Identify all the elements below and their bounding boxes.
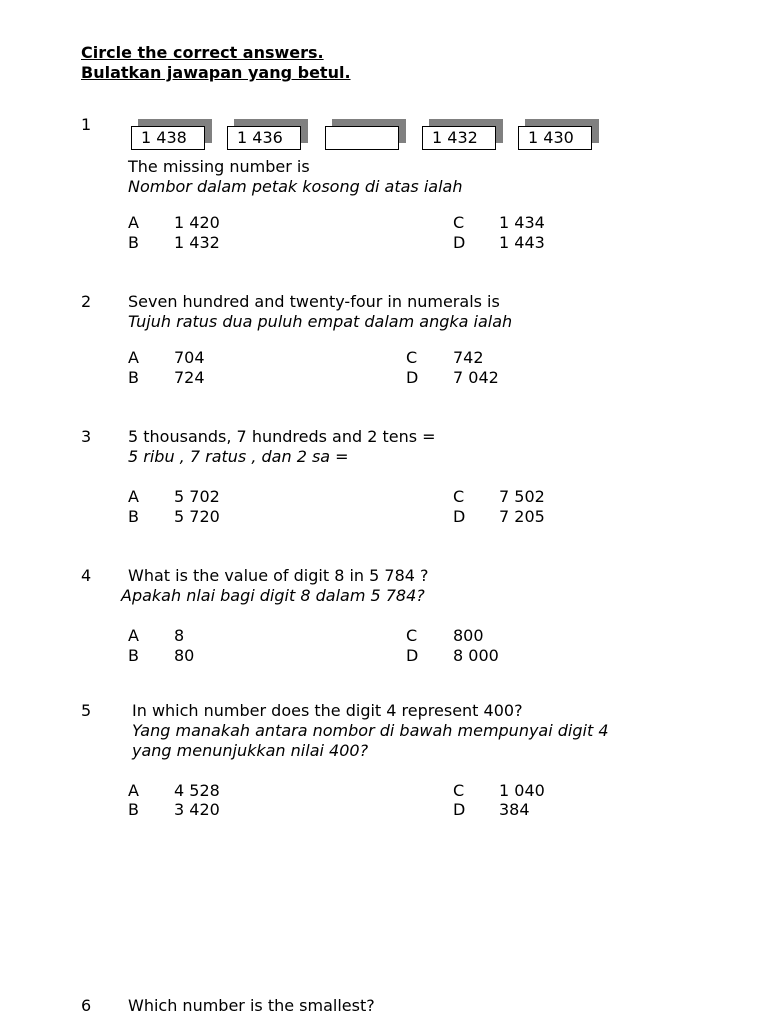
option-d[interactable]: 1 443	[499, 233, 545, 252]
number-box: 1 436	[227, 126, 301, 150]
option-b[interactable]: 80	[174, 646, 195, 665]
option-b[interactable]: 5 720	[174, 507, 220, 526]
question-text-malay: Nombor dalam petak kosong di atas ialah	[128, 177, 463, 196]
option-letter: C	[406, 626, 418, 645]
option-letter: B	[128, 368, 139, 387]
question-text: 5 thousands, 7 hundreds and 2 tens =	[128, 427, 436, 446]
instruction-english: Circle the correct answers.	[81, 43, 324, 62]
number-box: 1 430	[518, 126, 592, 150]
question-number: 3	[81, 427, 92, 446]
option-letter: D	[406, 646, 419, 665]
missing-number-box	[325, 126, 399, 150]
question-text-malay-line2: yang menunjukkan nilai 400?	[132, 741, 369, 760]
option-letter: A	[128, 487, 139, 506]
question-text: Seven hundred and twenty-four in numerals is	[128, 292, 500, 311]
option-letter: D	[406, 368, 419, 387]
question-text-malay: Tujuh ratus dua puluh empat dalam angka ialah	[128, 312, 513, 331]
option-d[interactable]: 7 042	[453, 368, 499, 387]
option-c[interactable]: 1 434	[499, 213, 545, 232]
option-letter: A	[128, 213, 139, 232]
option-d[interactable]: 384	[499, 800, 530, 819]
option-letter: D	[453, 507, 466, 526]
option-letter: B	[128, 800, 139, 819]
question-text: In which number does the digit 4 represent 400?	[132, 701, 523, 720]
number-box: 1 438	[131, 126, 205, 150]
option-letter: C	[406, 348, 418, 367]
option-letter: B	[128, 233, 139, 252]
question-number: 5	[81, 701, 92, 720]
question-text: What is the value of digit 8 in 5 784 ?	[128, 566, 429, 585]
option-c[interactable]: 742	[453, 348, 484, 367]
option-letter: B	[128, 507, 139, 526]
option-d[interactable]: 8 000	[453, 646, 499, 665]
option-letter: D	[453, 800, 466, 819]
question-text-malay: Apakah nlai bagi digit 8 dalam 5 784?	[121, 586, 425, 605]
question-text: The missing number is	[128, 157, 310, 176]
question-text-malay: 5 ribu , 7 ratus , dan 2 sa =	[128, 447, 349, 466]
option-letter: A	[128, 626, 139, 645]
question-number: 2	[81, 292, 92, 311]
option-c[interactable]: 800	[453, 626, 484, 645]
option-letter: A	[128, 781, 139, 800]
option-a[interactable]: 704	[174, 348, 205, 367]
option-c[interactable]: 7 502	[499, 487, 545, 506]
option-letter: B	[128, 646, 139, 665]
option-letter: C	[453, 487, 465, 506]
number-box: 1 432	[422, 126, 496, 150]
option-b[interactable]: 724	[174, 368, 205, 387]
option-a[interactable]: 1 420	[174, 213, 220, 232]
option-a[interactable]: 4 528	[174, 781, 220, 800]
option-b[interactable]: 1 432	[174, 233, 220, 252]
option-c[interactable]: 1 040	[499, 781, 545, 800]
question-number: 1	[81, 115, 92, 134]
option-letter: C	[453, 781, 465, 800]
option-a[interactable]: 5 702	[174, 487, 220, 506]
question-text-malay: Yang manakah antara nombor di bawah mempunyai digit 4	[132, 721, 609, 740]
option-b[interactable]: 3 420	[174, 800, 220, 819]
option-letter: D	[453, 233, 466, 252]
option-a[interactable]: 8	[174, 626, 185, 645]
option-letter: A	[128, 348, 139, 367]
question-number: 4	[81, 566, 92, 585]
question-number: 6	[81, 996, 92, 1015]
question-text: Which number is the smallest?	[128, 996, 375, 1015]
option-letter: C	[453, 213, 465, 232]
option-d[interactable]: 7 205	[499, 507, 545, 526]
instruction-malay: Bulatkan jawapan yang betul.	[81, 63, 351, 82]
